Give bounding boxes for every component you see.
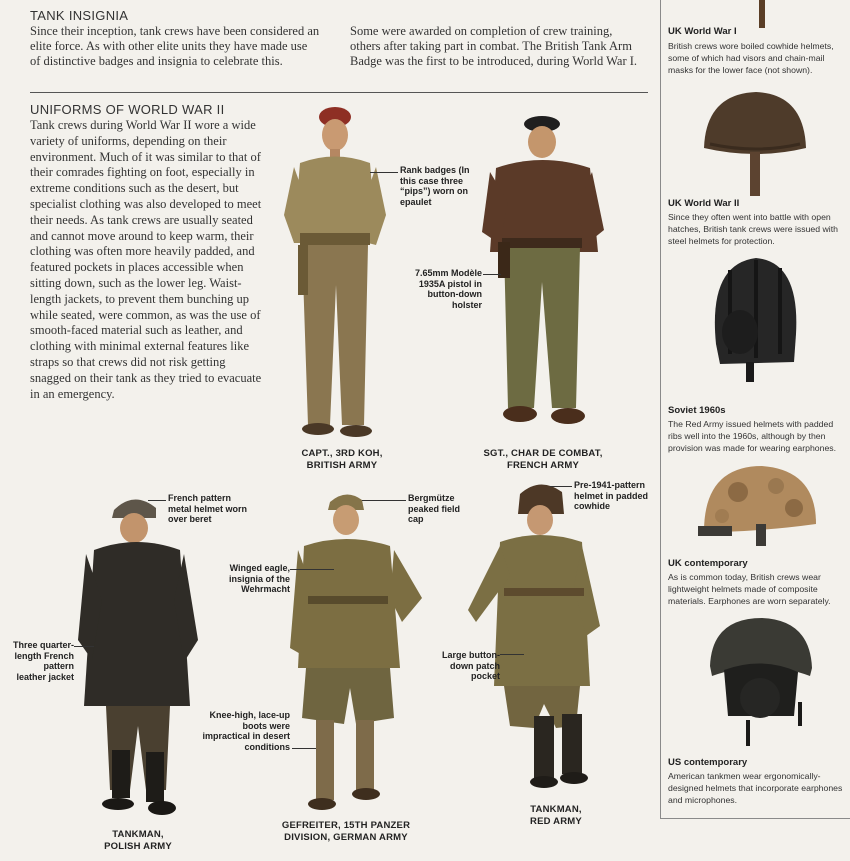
soviet-1960s-helmet: [708, 254, 804, 389]
british-caption-line-2: BRITISH ARMY: [306, 459, 378, 471]
helmet-5-text: American tankmen wear ergonomically-designed helmets that incorporate earphones and microphones.: [668, 771, 843, 805]
us-contemporary-helmet: [706, 616, 816, 753]
section-divider: [30, 92, 648, 93]
helmet-1-title: UK World War I: [668, 26, 737, 37]
uk-ww1-helmet-strap: [756, 0, 768, 35]
cowhide-helmet-callout: Pre-1941-pattern helmet in padded cowhide: [574, 480, 649, 512]
french-sergeant-figure: [480, 112, 610, 442]
field-cap-leader: [362, 500, 406, 501]
helmet-4-text: As is common today, British crews wear lightweight helmets made of composite materials. Earphones are worn separately.: [668, 572, 831, 606]
german-caption-line-2: DIVISION, GERMAN ARMY: [284, 831, 408, 843]
tank-insignia-title: TANK INSIGNIA: [30, 8, 129, 23]
french-helmet-callout: French pattern metal helmet worn over beret: [168, 493, 248, 525]
red-caption-line-1: TANKMAN,: [530, 804, 582, 815]
eagle-insignia-callout: Winged eagle, insignia of the Wehrmacht: [228, 563, 290, 595]
tank-insignia-text-right: Some were awarded on completion of crew training, others after taking part in combat. The British Tank Arm Badge was the first to be introduced, during World War I.: [350, 24, 638, 69]
patch-pocket-leader: [500, 654, 524, 655]
rank-badges-leader: [370, 172, 398, 173]
uk-contemporary-helmet: [698, 462, 820, 559]
uniforms-title: UNIFORMS OF WORLD WAR II: [30, 102, 225, 117]
helmet-3-text: The Red Army issued helmets with padded ribs well into the 1960s, although by then provision was made for wearing earphones.: [668, 419, 837, 453]
british-captain-figure: [280, 105, 390, 445]
helmet-1-text: British crews wore boiled cowhide helmets, some of which had visors and chain-mail masks for the lower face (not shown).: [668, 41, 834, 75]
patch-pocket-callout: Large button-down patch pocket: [442, 650, 500, 682]
uk-ww2-helmet: [700, 88, 810, 205]
british-caption-line-1: CAPT., 3RD KOH,: [301, 448, 383, 459]
eagle-insignia-leader: [290, 569, 334, 570]
german-gefreiter-caption: [276, 820, 416, 843]
red-army-tankman-figure: [464, 476, 609, 806]
helmet-3-title: Soviet 1960s: [668, 405, 726, 416]
lace-up-boots-leader: [292, 748, 316, 749]
german-caption-line-1: GEFREITER, 15TH PANZER: [281, 820, 411, 831]
red-caption-line-2: RED ARMY: [530, 815, 582, 827]
helmet-2-text: Since they often went into battle with open hatches, British tank crews were issued with steel helmets for protection.: [668, 212, 838, 246]
pistol-holster-leader: [483, 274, 501, 275]
rank-badges-callout: Rank badges (In this case three “pips”) worn on epaulet: [400, 165, 470, 207]
french-caption-line-2: FRENCH ARMY: [506, 459, 580, 471]
pistol-holster-callout: 7.65mm Modèle 1935A pistol in button-down holster: [414, 268, 482, 310]
tank-insignia-text-left: Since their inception, tank crews have been considered an elite force. As with other elite units they have made use of distinctive badges and insignia to celebrate this.: [30, 24, 320, 69]
helmet-4-title: UK contemporary: [668, 558, 748, 569]
helmet-2-title: UK World War II: [668, 198, 740, 209]
leather-jacket-callout: Three quarter-length French pattern leather jacket: [12, 640, 74, 682]
polish-caption-line-1: TANKMAN,: [112, 829, 164, 840]
french-caption-line-1: SGT., CHAR DE COMBAT,: [483, 448, 603, 459]
french-sergeant-caption: [476, 448, 610, 471]
lace-up-boots-callout: Knee-high, lace-up boots were impractical in desert conditions: [202, 710, 290, 752]
polish-tankman-figure: [76, 490, 201, 830]
helmet-5-title: US contemporary: [668, 757, 748, 768]
leather-jacket-leader: [74, 646, 94, 647]
red-army-tankman-caption: [508, 804, 604, 827]
polish-tankman-caption: [76, 829, 200, 852]
british-captain-caption: [282, 448, 402, 471]
cowhide-helmet-leader: [550, 486, 572, 487]
polish-caption-line-2: POLISH ARMY: [104, 840, 172, 852]
field-cap-callout: Bergmütze peaked field cap: [408, 493, 461, 525]
german-gefreiter-figure: [290, 488, 425, 818]
uniforms-text: Tank crews during World War II wore a wide variety of uniforms, depending on their environment. Much of it was similar to that of their comrades fighting on foot, especially in extreme conditions such as the desert, but specialist clothing was also developed to meet their needs. As tank crews are usually seated and cannot move around to keep warm, their clothing was often more heavily padded, and featured pockets in places accessible when sitting down, such as the lower leg. Waist-length jackets, to prevent them bunching up while seated, were common, as was the use of smooth-faced material such as leather, and clothing with minimal external features like straps so that crews did not risk getting snagged on their tank as they tried to evacuate in an emergency.: [30, 118, 262, 401]
french-helmet-leader: [148, 500, 166, 501]
